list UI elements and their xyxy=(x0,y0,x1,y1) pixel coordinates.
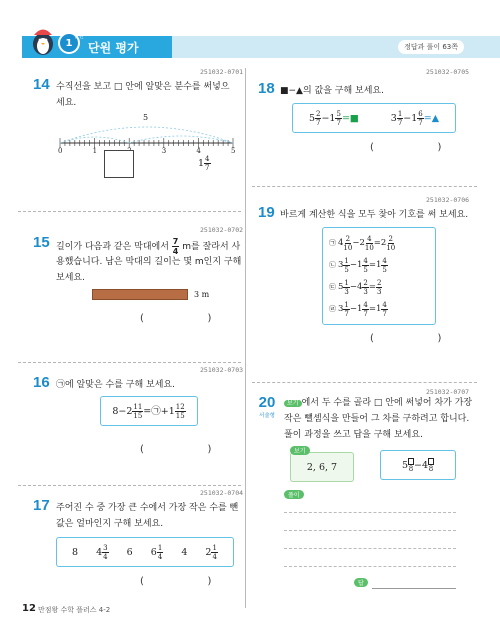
answer-blank[interactable]: ( ) xyxy=(140,444,212,455)
question-text: 풀이 과정을 쓰고 답을 구해 보세요. xyxy=(284,430,423,440)
separator xyxy=(18,362,241,363)
solution-label: 풀이 xyxy=(284,490,304,499)
separator xyxy=(18,211,241,212)
tick-label: 0 xyxy=(58,147,63,155)
number-item: 6 $\frac{1}{4}$ xyxy=(150,543,163,561)
expression-triangle: 3 $\frac{1}{7}$ −1 $\frac{6}{7}$ =▲ xyxy=(390,109,440,127)
page-number: 12 xyxy=(22,603,36,614)
question-text: 용했습니다. 남은 막대의 길이는 몇 m인지 구해 xyxy=(56,257,242,267)
tick-label: 5 xyxy=(231,147,236,155)
question-text: 길이가 다음과 같은 막대에서 $\frac{7}{4}$ m를 잘라서 사 xyxy=(56,237,241,256)
expression-box: 5 8 −4 8 xyxy=(380,450,456,480)
tick-label: 3 xyxy=(161,147,167,155)
unit-header xyxy=(0,30,500,64)
answer-line[interactable] xyxy=(372,588,456,589)
separator xyxy=(18,485,241,486)
expression-box: 8−2 $\frac{11}{15}$ =㉠+1 $\frac{12}{15}$ xyxy=(100,396,198,426)
choice-row: ㉠ 4 2 10 −2 4 10 =2 2 10 xyxy=(329,234,396,252)
page-title: 단원 평가 xyxy=(88,41,139,55)
writing-line[interactable] xyxy=(284,548,456,549)
answer-label: 답 xyxy=(354,578,368,587)
answer-reference: 정답과 풀이 63쪽 xyxy=(398,40,464,54)
arc-label: 5 xyxy=(143,113,149,122)
question-code: 251032-0706 xyxy=(426,196,470,204)
question-text: 값은 얼마인지 구해 보세요. xyxy=(56,519,164,529)
answer-blank[interactable]: ( ) xyxy=(370,142,442,153)
question-text: 세요. xyxy=(56,98,77,108)
number-item: 4 $\frac{3}{4}$ xyxy=(96,543,108,561)
question-code: 251032-0703 xyxy=(200,366,244,374)
separator xyxy=(252,186,477,187)
choice-row: ㉡ 3 1 5 −1 4 5 =1 4 5 xyxy=(329,256,387,274)
question-text: 보세요. xyxy=(56,273,85,283)
answer-blank[interactable]: ( ) xyxy=(140,313,212,324)
writing-line[interactable] xyxy=(284,530,456,531)
bogi-label: 보기 xyxy=(290,446,310,455)
number-item: 6 xyxy=(126,546,133,558)
mark-fraction: 1 $\frac{4}{7}$ xyxy=(198,155,210,172)
tick-labels xyxy=(55,147,240,157)
column-divider xyxy=(245,68,246,608)
question-text: ㉠에 알맞은 수를 구해 보세요. xyxy=(56,380,175,390)
answer-blank[interactable]: ( ) xyxy=(370,333,442,344)
choice-row: ㉢ 5 1 3 −4 2 3 = 2 3 xyxy=(329,278,382,296)
bogi-box: 2, 6, 7 xyxy=(290,452,354,482)
number-item: 2 $\frac{1}{4}$ xyxy=(205,543,217,561)
question-code: 251032-0705 xyxy=(426,68,470,76)
penguin-icon xyxy=(30,26,56,56)
question-number: 18 xyxy=(258,80,275,97)
writing-line[interactable] xyxy=(284,566,456,567)
question-number: 17 xyxy=(33,497,50,514)
question-text: 수직선을 보고 □ 안에 알맞은 분수를 써넣으 xyxy=(56,82,230,92)
question-number: 15 xyxy=(33,234,50,251)
separator xyxy=(252,382,477,383)
number-item: 4 xyxy=(181,546,188,558)
writing-line[interactable] xyxy=(284,512,456,513)
answer-box[interactable] xyxy=(104,150,134,178)
question-code: 251032-0701 xyxy=(200,68,244,76)
descriptive-badge: 20 서술형 xyxy=(258,394,276,419)
answer-blank[interactable]: ( ) xyxy=(140,576,212,587)
unit-number-badge: 1 xyxy=(58,32,80,54)
expression-box xyxy=(292,103,456,133)
question-text: ■−▲의 값을 구해 보세요. xyxy=(280,86,384,96)
question-code: 251032-0702 xyxy=(200,226,244,234)
question-number: 16 xyxy=(33,374,50,391)
question-text: 주어진 수 중 가장 큰 수에서 가장 작은 수를 뺀 xyxy=(56,503,239,513)
question-number: 14 xyxy=(33,76,50,93)
question-code: 251032-0707 xyxy=(426,388,470,396)
tick-label: 4 xyxy=(196,147,201,155)
number-item: 8 xyxy=(72,546,79,558)
question-text: 보기 에서 두 수를 골라 □ 안에 써넣어 차가 가장 xyxy=(284,395,472,412)
tick-label: 1 xyxy=(92,147,98,155)
choices-box xyxy=(322,227,436,325)
choice-row: ㉣ 3 1 7 −1 4 7 =1 4 7 xyxy=(329,300,387,318)
question-text: 바르게 계산한 식을 모두 찾아 기호를 써 보세요. xyxy=(280,210,469,220)
question-number: 19 xyxy=(258,204,275,221)
question-code: 251032-0704 xyxy=(200,489,244,497)
book-title: 만점왕 수학 플러스 4-2 xyxy=(38,606,111,614)
stick-length: 3 m xyxy=(194,290,210,299)
question-text: 작은 뺄셈식을 만들어 그 차를 구하려고 합니다. xyxy=(284,414,470,424)
wooden-stick xyxy=(92,289,188,300)
unit-sub-label: 단원 xyxy=(74,34,84,40)
numbers-box xyxy=(56,537,234,567)
expression-square: 5 $\frac{2}{7}$ −1 $\frac{5}{7}$ =■ xyxy=(308,109,359,127)
